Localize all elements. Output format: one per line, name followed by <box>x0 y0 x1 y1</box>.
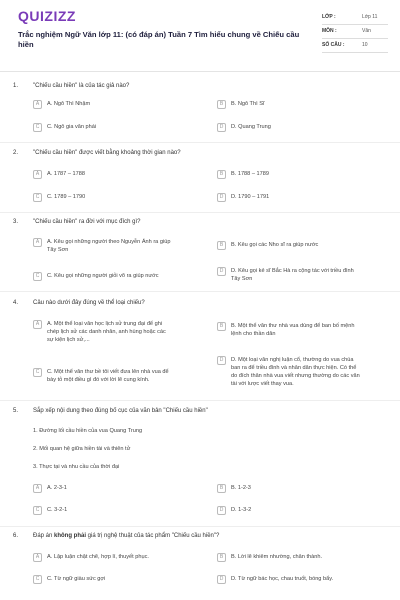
question-number: 6. <box>13 533 19 539</box>
question-number: 3. <box>13 219 19 225</box>
option-letter: C <box>33 506 42 515</box>
question-text: Sắp xếp nội dung theo đúng bố cục của văn bản "Chiếu cầu hiền" <box>33 408 208 414</box>
option-letter: C <box>33 575 42 584</box>
option-line: sự kiện lịch sử,... <box>47 337 90 343</box>
option-line: A. Một thể loại văn học lịch sử trung đại để ghi <box>47 321 163 327</box>
option-text <box>47 320 166 344</box>
info-row-class <box>322 11 388 25</box>
option-letter: D <box>217 267 226 276</box>
question-text-post: giá trị nghệ thuật của tác phẩm "Chiếu cầu hiền"? <box>86 533 220 539</box>
option-line: B. Kêu gọi các Nho sĩ ra giúp nước <box>231 242 319 248</box>
option-text: B. 1-2-3 <box>231 485 251 491</box>
info-row-count <box>322 39 388 53</box>
option-line: ban ra để triều đình và nhân dân thực hiện. Có thể <box>231 365 357 371</box>
statement-1: 1. Đường lối cầu hiền của vua Quang Trung <box>33 428 143 434</box>
option-line: Tây Sơn <box>47 247 69 253</box>
option-text: D. 1-3-2 <box>231 507 252 513</box>
option-letter: C <box>33 272 42 281</box>
question-text: "Chiếu cầu hiền" ra đời với mục đích gì? <box>33 219 141 225</box>
info-value: Văn <box>362 28 371 34</box>
option-letter: B <box>217 241 226 250</box>
question-divider <box>0 142 400 143</box>
quizizz-logo: QUIZIZZ <box>18 8 76 24</box>
option-text: D. 1790 – 1791 <box>231 194 270 200</box>
option-letter: D <box>217 193 226 202</box>
option-text: A. 2-3-1 <box>47 485 67 491</box>
statement-2: 2. Mối quan hệ giữa hiền tài và thiên tử <box>33 446 131 452</box>
info-label: MÔN : <box>322 28 337 34</box>
question-text-emphasis: không phải <box>54 533 87 539</box>
statement-3: 3. Thực tại và nhu cầu của thời đại <box>33 464 120 470</box>
option-text: C. Ngô gia văn phái <box>47 124 97 130</box>
option-line: C. Một thể văn thư bề tôi viết đưa lên nhà vua để <box>47 369 169 375</box>
option-letter: D <box>217 356 226 365</box>
option-text: D. Quang Trung <box>231 124 271 130</box>
option-letter: C <box>33 368 42 377</box>
info-value: 10 <box>362 42 368 48</box>
option-line: lệnh cho thần dân <box>231 331 276 337</box>
option-letter: C <box>33 193 42 202</box>
option-text <box>231 267 354 283</box>
option-text <box>47 272 159 280</box>
option-text: C. 3-2-1 <box>47 507 68 513</box>
option-text: C. 1789 – 1790 <box>47 194 86 200</box>
question-number: 5. <box>13 408 19 414</box>
question-divider <box>0 291 400 292</box>
worksheet-header <box>0 0 400 68</box>
option-line: tài với lược viết thay vua. <box>231 381 294 387</box>
option-letter: B <box>217 484 226 493</box>
option-text: B. Ngô Thì Sĩ <box>231 101 265 107</box>
option-letter: A <box>33 320 42 329</box>
info-label: SỐ CÂU : <box>322 42 345 48</box>
question-text: "Chiếu cầu hiền" là của tác giả nào? <box>33 83 130 89</box>
option-letter: A <box>33 553 42 562</box>
option-line: A. Kêu gọi những người theo Nguyễn Ánh ra giúp <box>47 239 171 245</box>
option-letter: D <box>217 575 226 584</box>
option-text <box>47 368 169 384</box>
option-line: chép lịch sử các danh nhân, anh hùng hoặc các <box>47 329 166 335</box>
question-number: 2. <box>13 150 19 156</box>
option-line: Tây Sơn <box>231 276 253 282</box>
option-letter: B <box>217 553 226 562</box>
option-letter: A <box>33 484 42 493</box>
question-number: 4. <box>13 300 19 306</box>
header-divider <box>0 71 400 72</box>
option-text <box>47 238 170 254</box>
info-value: Lớp 11 <box>362 14 378 20</box>
info-box <box>322 11 388 53</box>
option-letter: A <box>33 170 42 179</box>
option-letter: A <box>33 238 42 247</box>
option-text: B. Lời lẽ khiêm nhường, chân thành. <box>231 554 322 560</box>
option-text: A. 1787 – 1788 <box>47 171 85 177</box>
option-text: A. Ngô Thì Nhậm <box>47 101 91 107</box>
option-text: D. Từ ngữ bác học, chau truốt, bóng bẩy. <box>231 576 334 582</box>
question-number: 1. <box>13 83 19 89</box>
question-text: Câu nào dưới đây đúng về thể loại chiếu? <box>33 300 145 306</box>
option-text <box>231 356 360 388</box>
option-text: A. Lập luận chặt chẽ, hợp lí, thuyết phục. <box>47 554 149 560</box>
question-divider <box>0 212 400 213</box>
info-label: LỚP : <box>322 14 336 20</box>
option-letter: B <box>217 100 226 109</box>
question-divider <box>0 526 400 527</box>
option-line: D. Kêu gọi kẻ sĩ Bắc Hà ra cộng tác với triều đình <box>231 268 354 274</box>
info-row-subject <box>322 25 388 39</box>
option-letter: D <box>217 506 226 515</box>
question-text: "Chiếu cầu hiền" được viết bằng khoảng thời gian nào? <box>33 150 181 156</box>
option-letter: A <box>33 100 42 109</box>
option-text <box>231 241 318 249</box>
option-line: bày tỏ một điều gì đó với lời lẽ cung kính. <box>47 377 150 383</box>
option-line: B. Một thể văn thư nhà vua dùng để ban bố mệnh <box>231 323 355 329</box>
option-letter: C <box>33 123 42 132</box>
question-divider <box>0 400 400 401</box>
option-letter: B <box>217 322 226 331</box>
option-line: C. Kêu gọi những người giỏi võ ra giúp nước <box>47 273 159 279</box>
option-text: B. 1788 – 1789 <box>231 171 269 177</box>
question-text <box>33 533 219 539</box>
option-line: D. Một loại văn nghị luận cổ, thường do vua chúa <box>231 357 354 363</box>
option-letter: D <box>217 123 226 132</box>
question-text-pre: Đáp án <box>33 533 55 539</box>
option-line: do đích thân nhà vua viết nhưng thường do các văn <box>231 373 360 379</box>
worksheet-title: Trắc nghiệm Ngữ Văn lớp 11: (có đáp án) Tuần 7 Tìm hiểu chung về Chiếu cầu hiền <box>18 30 300 49</box>
option-text: C. Từ ngữ giàu sức gợi <box>47 576 106 582</box>
option-text <box>231 322 354 338</box>
option-letter: B <box>217 170 226 179</box>
